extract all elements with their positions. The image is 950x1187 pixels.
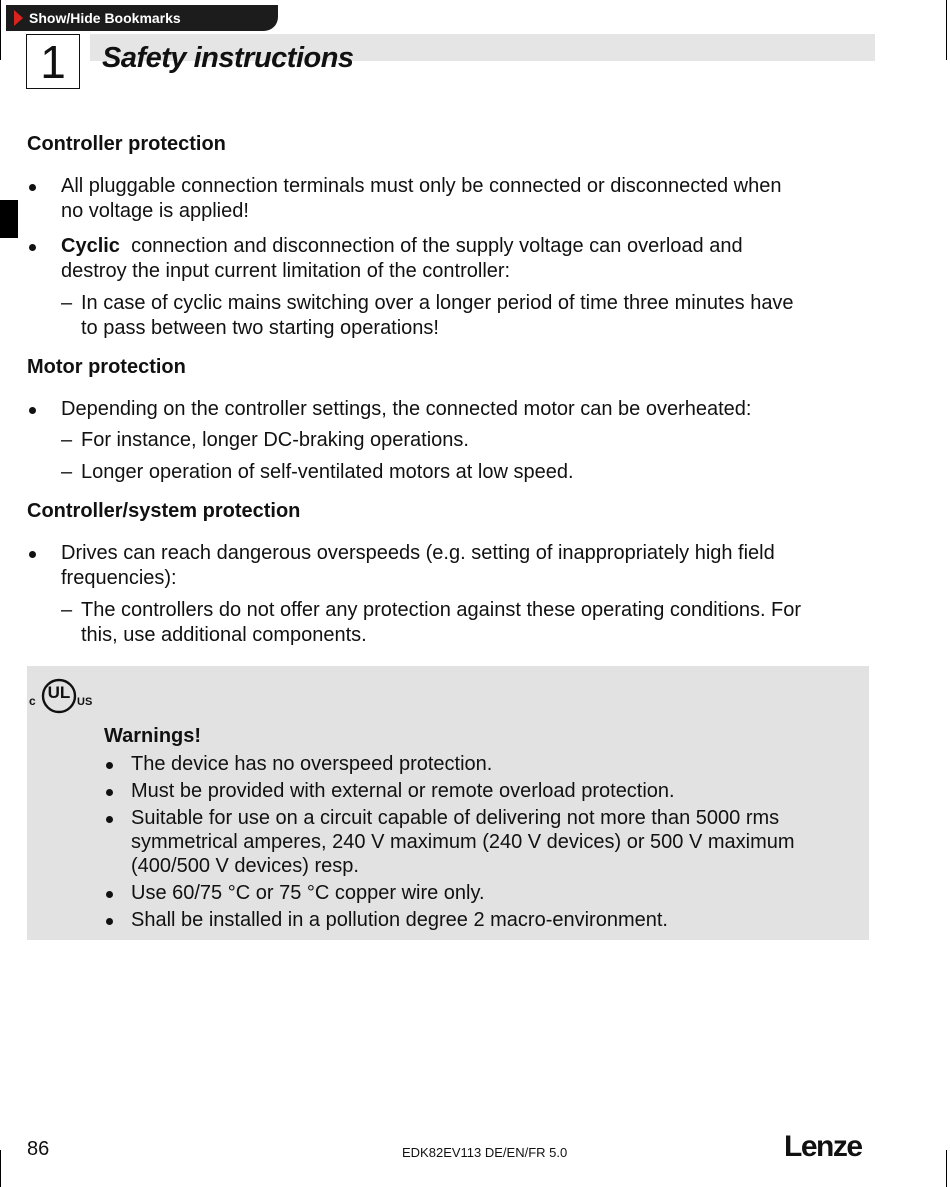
crop-mark-top-left bbox=[0, 0, 1, 60]
dash-icon: – bbox=[61, 599, 73, 621]
system-bullet1-line1: Drives can reach dangerous overspeeds (e.g. setting of inappropriately high field bbox=[61, 542, 775, 564]
dash-icon: – bbox=[61, 461, 73, 483]
system-bullet1-line2: frequencies): bbox=[61, 567, 177, 589]
bullet-icon bbox=[29, 407, 36, 414]
controller-sub1-line2: to pass between two starting operations! bbox=[81, 317, 439, 339]
dash-icon: – bbox=[61, 429, 73, 451]
motor-sub1: For instance, longer DC-braking operations. bbox=[81, 429, 469, 451]
crop-mark-bottom-right bbox=[946, 1150, 947, 1187]
ul-item3-line3: (400/500 V devices) resp. bbox=[131, 855, 359, 877]
document-id: EDK82EV113 DE/EN/FR 5.0 bbox=[402, 1145, 568, 1160]
show-hide-bookmarks-button[interactable] bbox=[6, 5, 278, 31]
controller-bullet2-line2: destroy the input current limitation of the controller: bbox=[61, 260, 511, 282]
bookmarks-button-label: Show/Hide Bookmarks bbox=[29, 10, 181, 26]
ul-item1: The device has no overspeed protection. bbox=[131, 753, 493, 775]
bullet-icon bbox=[106, 762, 113, 769]
controller-bullet1-line1: All pluggable connection terminals must only be connected or disconnected when bbox=[61, 175, 782, 197]
bullet-icon bbox=[29, 244, 36, 251]
motor-bullet1: Depending on the controller settings, the connected motor can be overheated: bbox=[61, 398, 752, 420]
system-sub1-line2: this, use additional components. bbox=[81, 624, 367, 646]
crop-mark-top-right bbox=[946, 0, 947, 60]
bullet-icon bbox=[29, 184, 36, 191]
chapter-number: 1 bbox=[26, 34, 80, 89]
controller-bullet2-line1 bbox=[61, 235, 743, 258]
svg-text:UL: UL bbox=[47, 683, 71, 702]
lenze-logo: Lenze bbox=[784, 1130, 862, 1163]
dash-icon: – bbox=[61, 292, 73, 314]
page-title: Safety instructions bbox=[102, 42, 354, 74]
ul-warnings-heading: Warnings! bbox=[104, 725, 202, 747]
ul-item4: Use 60/75 °C or 75 °C copper wire only. bbox=[131, 882, 485, 904]
section-heading-motor: Motor protection bbox=[27, 356, 186, 378]
controller-sub1-line1: In case of cyclic mains switching over a longer period of time three minutes have bbox=[81, 292, 794, 314]
cul-us-logo-icon bbox=[28, 676, 96, 716]
motor-sub2: Longer operation of self-ventilated motors at low speed. bbox=[81, 461, 574, 483]
crop-mark-bottom-left bbox=[0, 1150, 1, 1187]
controller-bullet2-rest: connection and disconnection of the supply voltage can overload and bbox=[131, 235, 743, 257]
section-heading-system: Controller/system protection bbox=[27, 500, 301, 522]
play-arrow-icon bbox=[14, 10, 23, 26]
section-heading-controller: Controller protection bbox=[27, 133, 226, 155]
ul-item3-line2: symmetrical amperes, 240 V maximum (240 V devices) or 500 V maximum bbox=[131, 831, 795, 853]
bullet-icon bbox=[106, 891, 113, 898]
bullet-icon bbox=[106, 816, 113, 823]
ul-item3-line1: Suitable for use on a circuit capable of delivering not more than 5000 rms bbox=[131, 807, 780, 829]
svg-text:c: c bbox=[29, 694, 36, 708]
svg-text:US: US bbox=[77, 696, 93, 708]
bullet-icon bbox=[29, 551, 36, 558]
cyclic-bold-text: Cyclic bbox=[61, 235, 120, 257]
chapter-side-marker bbox=[0, 200, 18, 238]
bullet-icon bbox=[106, 789, 113, 796]
ul-item2: Must be provided with external or remote overload protection. bbox=[131, 780, 675, 802]
page-number: 86 bbox=[27, 1138, 50, 1160]
controller-bullet1-line2: no voltage is applied! bbox=[61, 200, 249, 222]
system-sub1-line1: The controllers do not offer any protection against these operating conditions. For bbox=[81, 599, 802, 621]
bullet-icon bbox=[106, 918, 113, 925]
ul-item5: Shall be installed in a pollution degree 2 macro-environment. bbox=[131, 909, 668, 931]
